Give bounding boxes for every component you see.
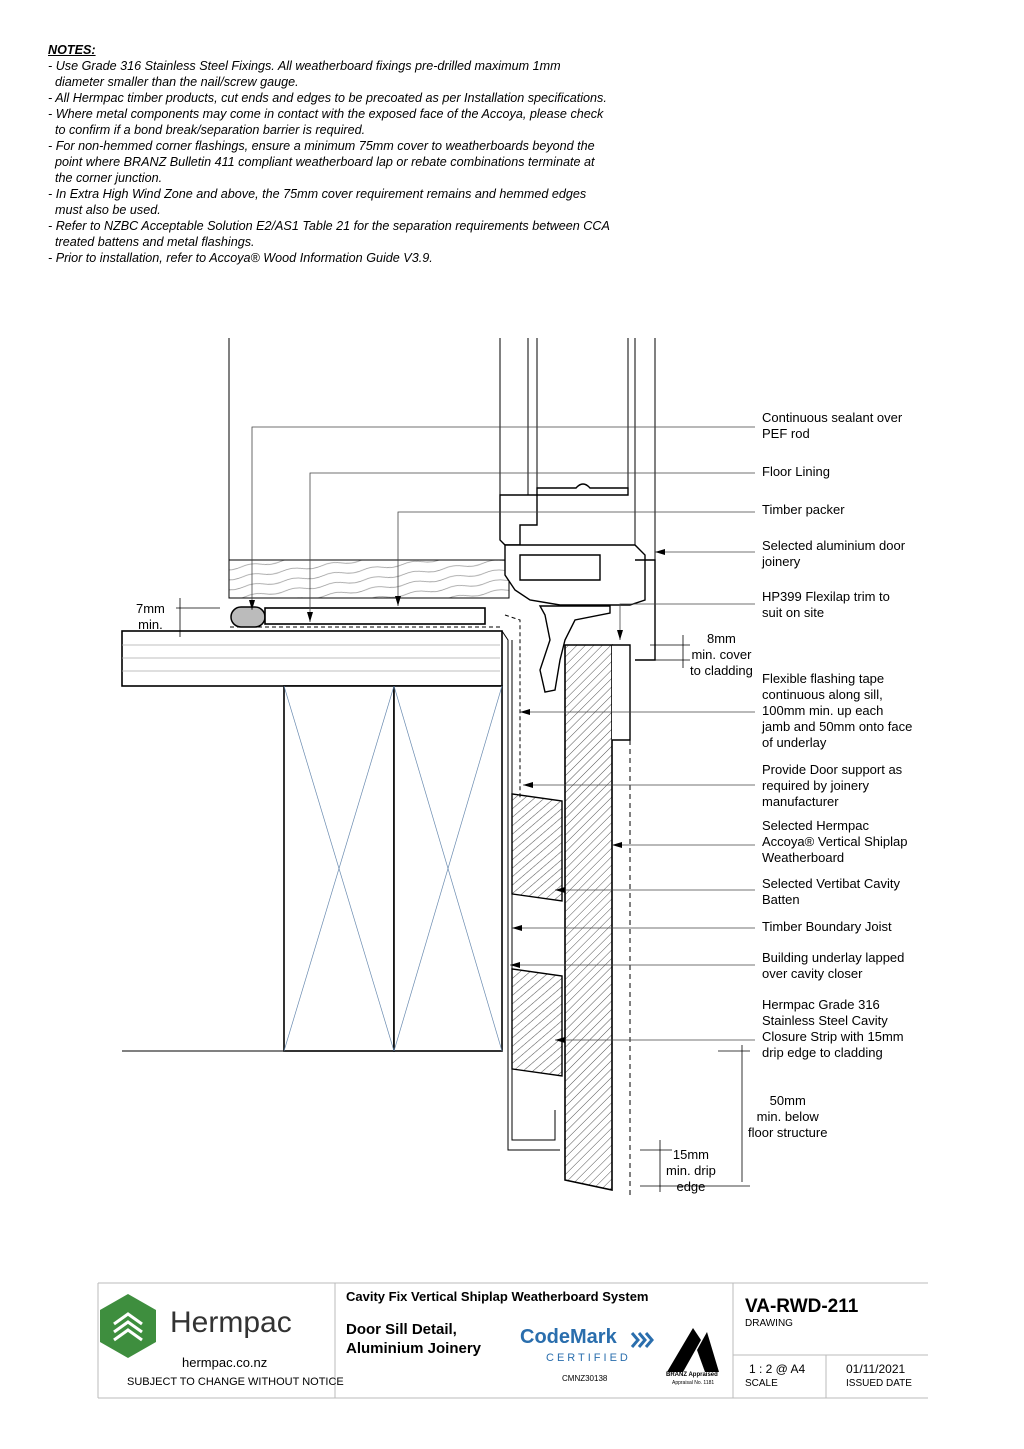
label-continuous-sealant: Continuous sealant over PEF rod	[762, 410, 903, 441]
note-line: point where BRANZ Bulletin 411 compliant weatherboard lap or rebate combinations terminate at	[48, 155, 595, 169]
label-hp399-trim: HP399 Flexilap trim to suit on site	[762, 589, 890, 620]
label-door-support: Provide Door support as required by joinery manufacturer	[762, 762, 903, 809]
notes-title: NOTES:	[48, 43, 96, 57]
dim-7mm: 7mm min.	[136, 601, 165, 632]
dim-50mm: 50mm min. below floor structure	[748, 1093, 828, 1140]
scale-value: 1 : 2 @ A4	[749, 1362, 806, 1376]
label-closure-strip: Hermpac Grade 316 Stainless Steel Cavity Closure Strip with 15mm drip edge to cladding	[762, 997, 904, 1060]
label-timber-packer: Timber packer	[762, 502, 845, 517]
weatherboard-shiplap	[612, 645, 630, 740]
note-line: - Refer to NZBC Acceptable Solution E2/AS1 Table 21 for the separation requirements between CCA	[48, 219, 610, 233]
dim-15mm: 15mm min. drip edge	[666, 1147, 716, 1194]
note-line: must also be used.	[48, 203, 161, 217]
label-flashing-tape: Flexible flashing tape continuous along sill, 100mm min. up each jamb and 50mm onto face of underlay	[762, 671, 913, 750]
label-boundary-joist: Timber Boundary Joist	[762, 919, 892, 934]
drawing-label: DRAWING	[745, 1318, 793, 1329]
branz-number: Appraisal No. 1181	[672, 1380, 715, 1386]
note-line: to confirm if a bond break/separation barrier is required.	[48, 123, 366, 137]
cavity-batten-lower	[512, 969, 562, 1076]
dim-8mm: 8mm min. cover to cladding	[690, 631, 753, 678]
label-floor-lining: Floor Lining	[762, 464, 830, 479]
label-aluminium-door: Selected aluminium door joinery	[762, 538, 906, 569]
label-building-underlay: Building underlay lapped over cavity closer	[762, 950, 905, 981]
hermpac-logo-icon	[100, 1294, 156, 1358]
timber-joists	[122, 686, 502, 1051]
scale-label: SCALE	[745, 1378, 778, 1389]
note-line: diameter smaller than the nail/screw gauge.	[48, 75, 299, 89]
system-title: Cavity Fix Vertical Shiplap Weatherboard System	[346, 1289, 649, 1304]
branz-logo-icon	[667, 1328, 719, 1372]
cavity-batten-upper	[512, 794, 562, 901]
label-cavity-batten: Selected Vertibat Cavity Batten	[762, 876, 901, 907]
note-line: - In Extra High Wind Zone and above, the 75mm cover requirement remains and hemmed edges	[48, 187, 587, 201]
note-line: - Prior to installation, refer to Accoya® Wood Information Guide V3.9.	[48, 251, 433, 265]
drawing-number: VA-RWD-211	[745, 1296, 859, 1317]
codemark-logo: CodeMark	[520, 1326, 617, 1348]
detail-title: Door Sill Detail, Aluminium Joinery	[346, 1321, 482, 1357]
note-line: the corner junction.	[48, 171, 163, 185]
label-weatherboard: Selected Hermpac Accoya® Vertical Shiplap Weatherboard	[762, 818, 908, 865]
brand-name: Hermpac	[170, 1306, 292, 1339]
pef-rod	[231, 607, 265, 627]
codemark-number: CMNZ30138	[562, 1374, 608, 1383]
note-line: - Use Grade 316 Stainless Steel Fixings. All weatherboard fixings pre-drilled maximum 1mm	[48, 59, 561, 73]
issued-label: ISSUED DATE	[846, 1378, 912, 1389]
note-line: - All Hermpac timber products, cut ends and edges to be precoated as per Installation specifications.	[48, 91, 607, 105]
weatherboard	[565, 645, 612, 1190]
floor-structure	[122, 627, 502, 686]
branz-text: BRANZ Appraised	[666, 1372, 718, 1378]
floor-lining	[229, 560, 509, 598]
note-line: treated battens and metal flashings.	[48, 235, 255, 249]
codemark-chevron-icon	[632, 1333, 652, 1347]
note-line: - Where metal components may come in contact with the exposed face of the Accoya, please check	[48, 107, 604, 121]
issued-date: 01/11/2021	[846, 1362, 906, 1376]
codemark-certified: CERTIFIED	[546, 1352, 631, 1364]
website-link[interactable]: hermpac.co.nz	[182, 1355, 268, 1370]
timber-packer	[265, 608, 485, 624]
disclaimer: SUBJECT TO CHANGE WITHOUT NOTICE	[127, 1376, 344, 1388]
note-line: - For non-hemmed corner flashings, ensure a minimum 75mm cover to weatherboards beyond the	[48, 139, 595, 153]
